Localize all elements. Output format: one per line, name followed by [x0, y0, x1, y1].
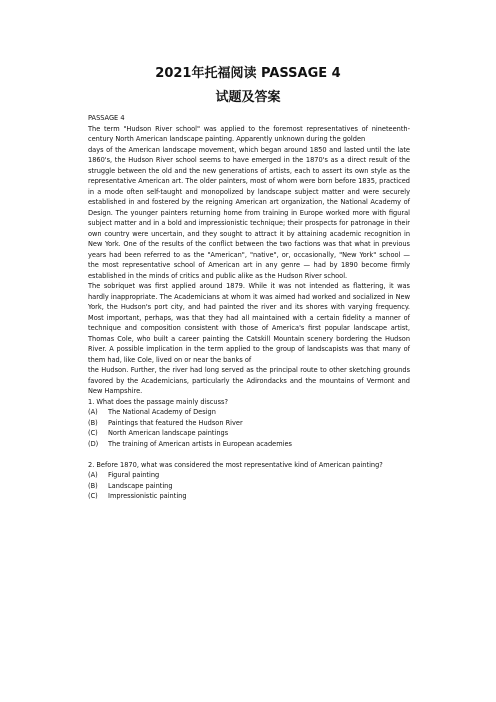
option-text: North American landscape paintings	[108, 429, 229, 437]
option-letter: (B)	[88, 418, 98, 427]
document-subtitle: 试题及答案	[215, 90, 281, 105]
answer-option	[88, 439, 410, 450]
question-stem: 2. Before 1870, what was considered the most representative kind of American painting?	[88, 460, 383, 469]
answer-option	[88, 418, 410, 429]
passage-label: PASSAGE 4	[88, 114, 125, 122]
answer-option	[88, 491, 410, 502]
passage-paragraph: days of the American landscape movement, which began around 1850 and lasted until the late 1860's, the Hudson River school seems to have emerged in the 1870's as a direct result of the struggle between the old and the new generations of artists, each to assert its own style as the representative American art. The older painters, most of whom were born before 1835, practiced in a mode often self-taught and monopolized by landscape subject matter and were securely established in and fostered by the reigning American art organization, the National Academy of Design. The younger painters returning home from training in Europe worked more with figural subject matter and in a bold and impressionistic technique; their prospects for patronage in their own country were uncertain, and they sought to attract it by attaining academic recognition in New York. One of the results of the conflict between the two factions was that what in previous years had been referred to as the "American", "native", or, occasionally, "New York" school — the most representative school of American art in any genre — had by 1890 become firmly established in the minds of critics and public alike as the Hudson River school.	[88, 145, 410, 280]
passage-paragraph: the Hudson. Further, the river had long served as the principal route to other sketching grounds favored by the Academicians, particularly the Adirondacks and the mountains of Vermont and New Hampshire.	[88, 366, 410, 395]
passage-paragraph: The term "Hudson River school" was applied to the foremost representatives of nineteenth-century North American landscape painting. Apparently unknown during the golden	[88, 124, 410, 143]
option-text: Landscape painting	[108, 481, 173, 490]
option-letter: (B)	[88, 481, 98, 490]
option-letter: (C)	[88, 429, 98, 437]
option-text: Paintings that featured the Hudson River	[108, 418, 243, 427]
option-letter: (A)	[88, 408, 98, 416]
answer-option	[88, 428, 410, 439]
option-letter: (C)	[88, 492, 98, 500]
answer-option	[88, 481, 410, 492]
document-title: 2021年托福阅读 PASSAGE 4	[155, 66, 341, 81]
option-text: The training of American artists in European academies	[108, 439, 292, 448]
option-text: Impressionistic painting	[108, 492, 187, 500]
question-stem: 1. What does the passage mainly discuss?	[88, 397, 228, 406]
spacer	[88, 449, 410, 460]
answer-option	[88, 470, 410, 481]
option-text: The National Academy of Design	[108, 408, 216, 416]
passage-paragraph: The sobriquet was first applied around 1879. While it was not intended as flattering, it was hardly inappropriate. The Academicians at whom it was aimed had worked and socialized in New York, the Hudson's port city, and had painted the river and its shores with varying frequency. Most important, perhaps, was that they had all maintained with a certain fidelity a manner of technique and composition consistent with those of America's first popular landscape artist, Thomas Cole, who built a career painting the Catskill Mountain scenery bordering the Hudson River. A possible implication in the term applied to the group of landscapists was that many of them had, like Cole, lived on or near the banks of	[88, 282, 410, 364]
option-letter: (D)	[88, 439, 99, 448]
document-body	[88, 113, 410, 502]
option-text: Figural painting	[108, 471, 160, 479]
option-letter: (A)	[88, 471, 98, 479]
answer-option	[88, 407, 410, 418]
